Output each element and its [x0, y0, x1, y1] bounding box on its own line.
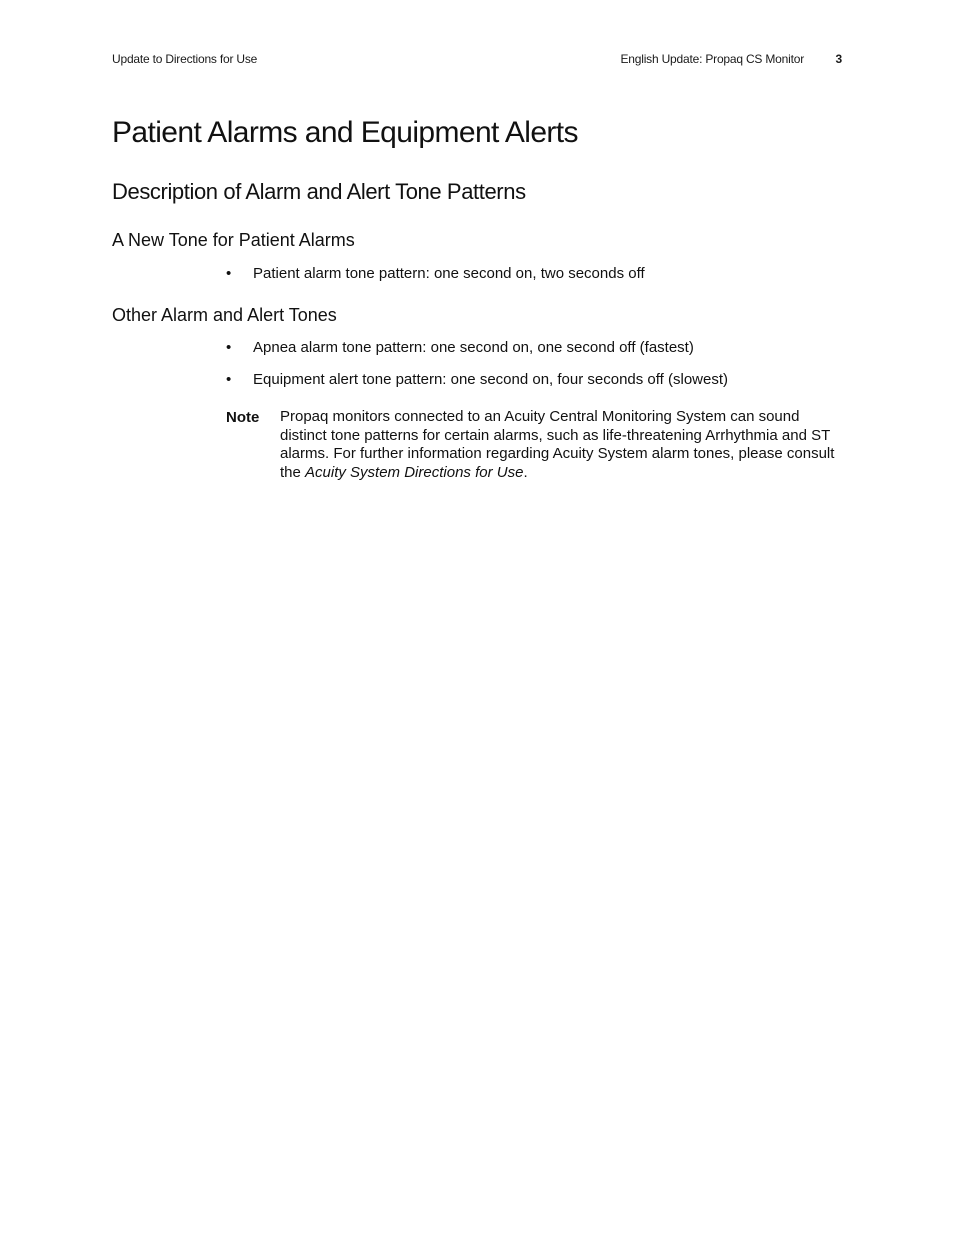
- header-right: [620, 52, 842, 66]
- note-reference-title: Acuity System Directions for Use: [305, 463, 524, 481]
- heading-new-tone: A New Tone for Patient Alarms: [112, 230, 355, 250]
- note-text-end: .: [523, 463, 528, 481]
- list-item-text: Patient alarm tone pattern: one second on, two seconds off: [253, 265, 645, 282]
- note-text: [280, 408, 836, 482]
- bullet-icon: •: [226, 265, 232, 282]
- header-document-type: Update to Directions for Use: [112, 52, 258, 66]
- page-number: 3: [835, 52, 842, 66]
- list-item: [226, 339, 694, 356]
- heading-other-tones: Other Alarm and Alert Tones: [112, 305, 337, 325]
- bullet-icon: •: [226, 371, 232, 388]
- note-text-main: Propaq monitors connected to an Acuity Central Monitoring System can sound distinct tone patterns for certain alarms, such as life-threatening Arrhythmia and ST alarms. For further information regarding Acuity System alarm tones, please consult the: [280, 408, 835, 481]
- list-item: [226, 371, 728, 388]
- list-item-text: Equipment alert tone pattern: one second on, four seconds off (slowest): [253, 371, 729, 388]
- running-header: [112, 52, 842, 70]
- section-subtitle: Description of Alarm and Alert Tone Patterns: [112, 179, 526, 204]
- bullet-icon: •: [226, 339, 232, 356]
- list-item-text: Apnea alarm tone pattern: one second on, one second off (fastest): [253, 339, 694, 356]
- note-label: Note: [226, 409, 260, 426]
- header-document-title: English Update: Propaq CS Monitor: [620, 52, 804, 66]
- page-title: Patient Alarms and Equipment Alerts: [112, 116, 578, 149]
- list-item: [226, 265, 645, 282]
